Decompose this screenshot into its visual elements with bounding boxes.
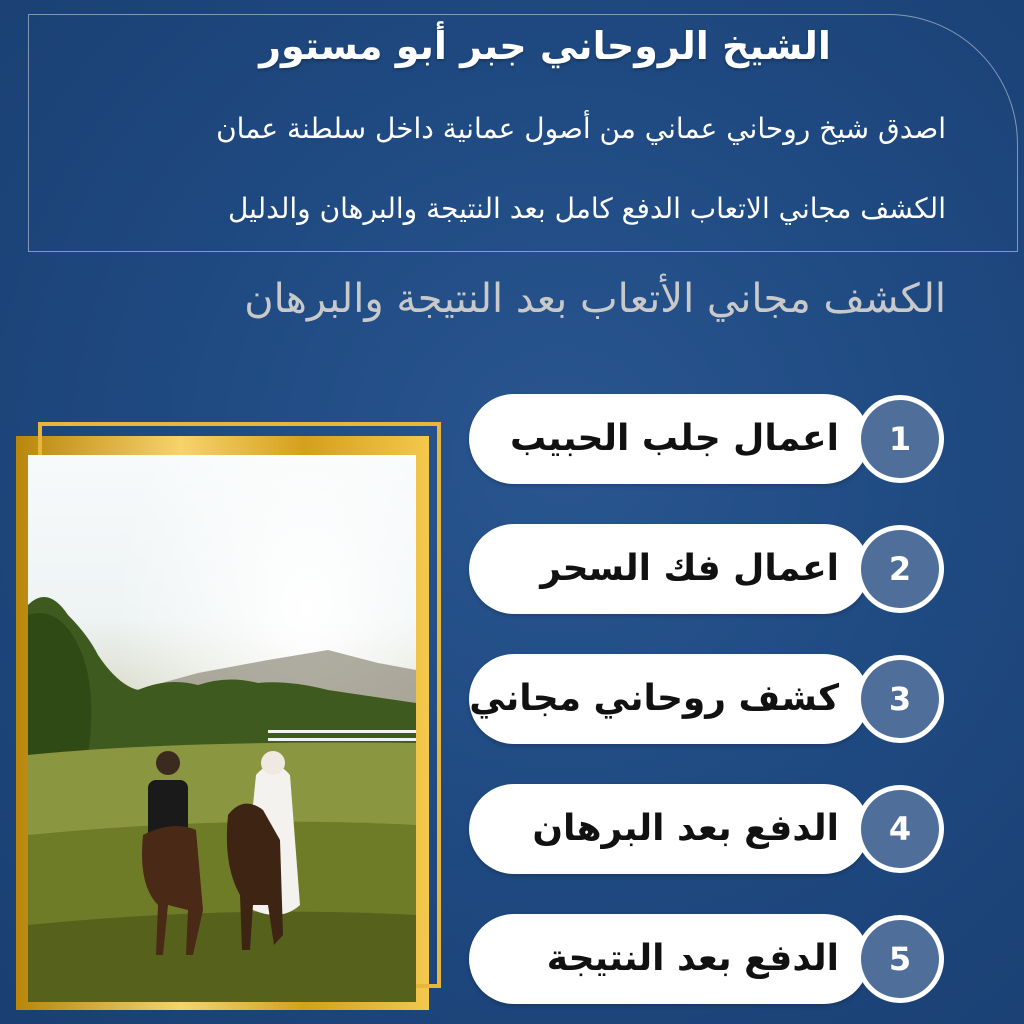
couple-horses-photo	[28, 455, 416, 1002]
service-item	[469, 784, 949, 874]
service-label: اعمال جلب الحبيب	[510, 418, 839, 459]
service-item	[469, 654, 949, 744]
subheading: الكشف مجاني الأتعاب بعد النتيجة والبرهان	[244, 276, 946, 322]
intro-line-2: الكشف مجاني الاتعاب الدفع كامل بعد النتيجة والبرهان والدليل	[227, 192, 946, 225]
service-number-badge: 3	[856, 655, 944, 743]
service-number-badge: 2	[856, 525, 944, 613]
service-label: كشف روحاني مجاني	[469, 678, 839, 719]
intro-line-1: اصدق شيخ روحاني عماني من أصول عمانية داخل سلطنة عمان	[216, 112, 946, 145]
service-number-badge: 5	[856, 915, 944, 1003]
service-item	[469, 914, 949, 1004]
page-title: الشيخ الروحاني جبر أبو مستور	[259, 24, 831, 68]
service-item	[469, 524, 949, 614]
service-label: اعمال فك السحر	[540, 548, 839, 589]
service-number-badge: 4	[856, 785, 944, 873]
service-label: الدفع بعد البرهان	[532, 808, 839, 849]
service-item	[469, 394, 949, 484]
service-label: الدفع بعد النتيجة	[546, 938, 839, 979]
service-number-badge: 1	[856, 395, 944, 483]
